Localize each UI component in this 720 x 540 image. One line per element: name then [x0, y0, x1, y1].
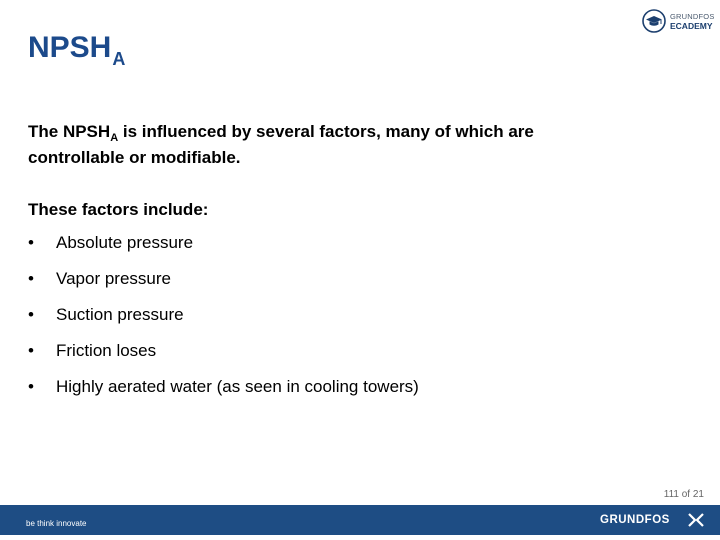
grundfos-logo — [600, 513, 710, 527]
academy-brand-bottom: ECADEMY — [670, 21, 713, 31]
footer-bar — [0, 505, 720, 535]
factor-list — [28, 232, 548, 412]
slide-content — [28, 120, 548, 396]
list-item — [28, 268, 548, 304]
factor-text: Absolute pressure — [56, 233, 194, 252]
intro-paragraph — [28, 120, 548, 170]
bullet-marker: • — [28, 233, 34, 252]
factors-heading: These factors include: — [28, 200, 209, 219]
bullet-marker: • — [28, 269, 34, 288]
academy-brand-top: GRUNDFOS — [670, 12, 715, 21]
factor-text: Highly aerated water (as seen in cooling towers) — [56, 377, 419, 396]
bullet-marker: • — [28, 305, 34, 324]
grundfos-x-icon — [688, 513, 704, 527]
list-item — [28, 304, 548, 340]
intro-text-start: The NPSH — [28, 122, 111, 141]
list-item — [28, 376, 548, 412]
bullet-marker: • — [28, 377, 34, 396]
page-title — [28, 28, 125, 71]
title-text: NPSH — [28, 31, 112, 64]
intro-text-end: is influenced by several factors, many of which are controllable or modifiable. — [28, 122, 534, 167]
factor-text: Suction pressure — [56, 305, 184, 324]
list-item — [28, 340, 548, 376]
factor-text: Vapor pressure — [56, 269, 171, 288]
bullet-marker: • — [28, 341, 34, 360]
page-counter: 111 of 21 — [663, 489, 704, 500]
grundfos-wordmark: GRUNDFOS — [600, 514, 670, 526]
footer-strip — [0, 535, 720, 540]
footer-tagline: be think innovate — [26, 519, 87, 528]
factor-text: Friction loses — [56, 341, 157, 360]
intro-subscript: A — [110, 132, 119, 144]
graduation-cap-icon — [642, 9, 666, 33]
title-subscript: A — [112, 49, 126, 69]
grundfos-ecademy-logo — [642, 9, 715, 35]
list-item — [28, 232, 548, 268]
